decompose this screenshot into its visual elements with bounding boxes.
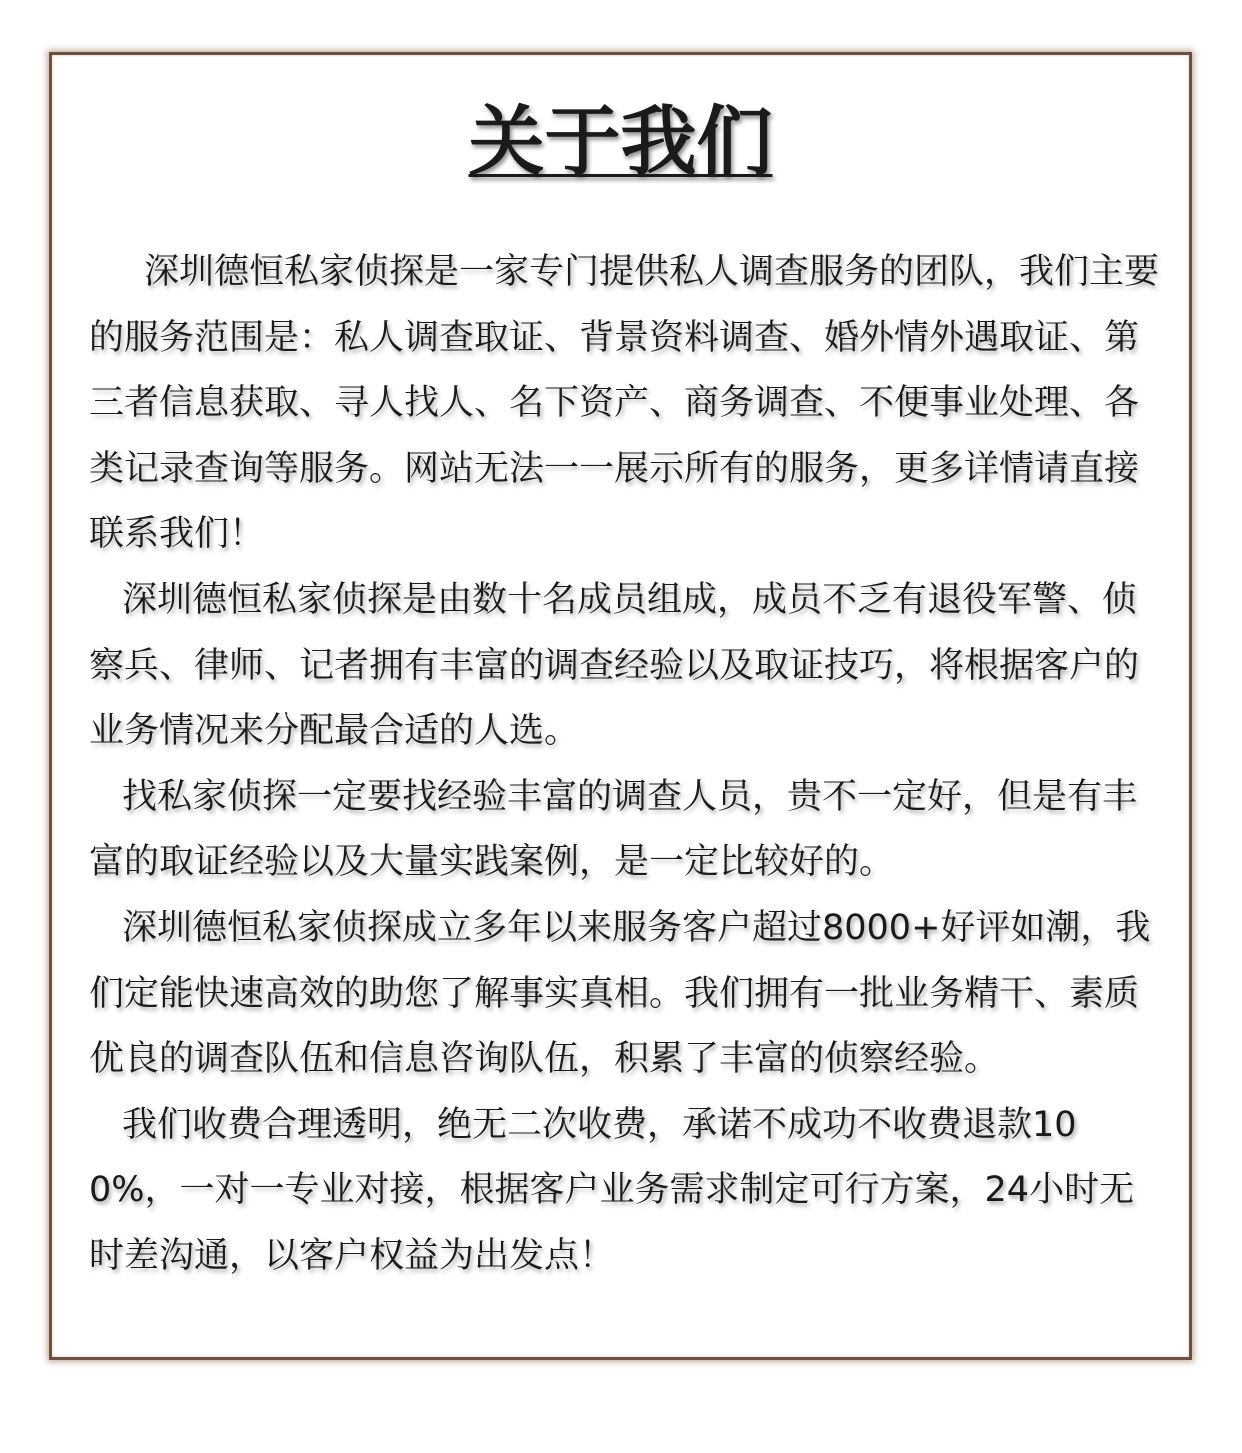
page-title (52, 97, 1189, 187)
paragraph-pricing: 我们收费合理透明，绝无二次收费，承诺不成功不收费退款100%，一对一专业对接，根据客户业务需求制定可行方案，24小时无时差沟通，以客户权益为出发点！ (89, 1104, 1135, 1276)
about-content (89, 240, 1164, 1290)
paragraph-advice: 找私家侦探一定要找经验丰富的调查人员，贵不一定好，但是有丰富的取证经验以及大量实践案例，是一定比较好的。 (89, 776, 1138, 883)
page-title-text: 关于我们 (468, 97, 773, 186)
paragraph-experience: 深圳德恒私家侦探成立多年以来服务客户超过8000+好评如潮，我们定能快速高效的助您了解事实真相。我们拥有一批业务精干、素质优良的调查队伍和信息咨询队伍，积累了丰富的侦察经验。 (89, 907, 1151, 1080)
about-us-panel (49, 52, 1192, 1360)
paragraph-team: 深圳德恒私家侦探是由数十名成员组成，成员不乏有退役军警、侦察兵、律师、记者拥有丰富的调查经验以及取证技巧，将根据客户的业务情况来分配最合适的人选。 (89, 579, 1140, 752)
paragraph-intro: 深圳德恒私家侦探是一家专门提供私人调查服务的团队，我们主要的服务范围是：私人调查取证、背景资料调查、婚外情外遇取证、第三者信息获取、寻人找人、名下资产、商务调查、不便事业处理、各类记录查询等服务。网站无法一一展示所有的服务，更多详情请直接联系我们！ (89, 252, 1160, 555)
